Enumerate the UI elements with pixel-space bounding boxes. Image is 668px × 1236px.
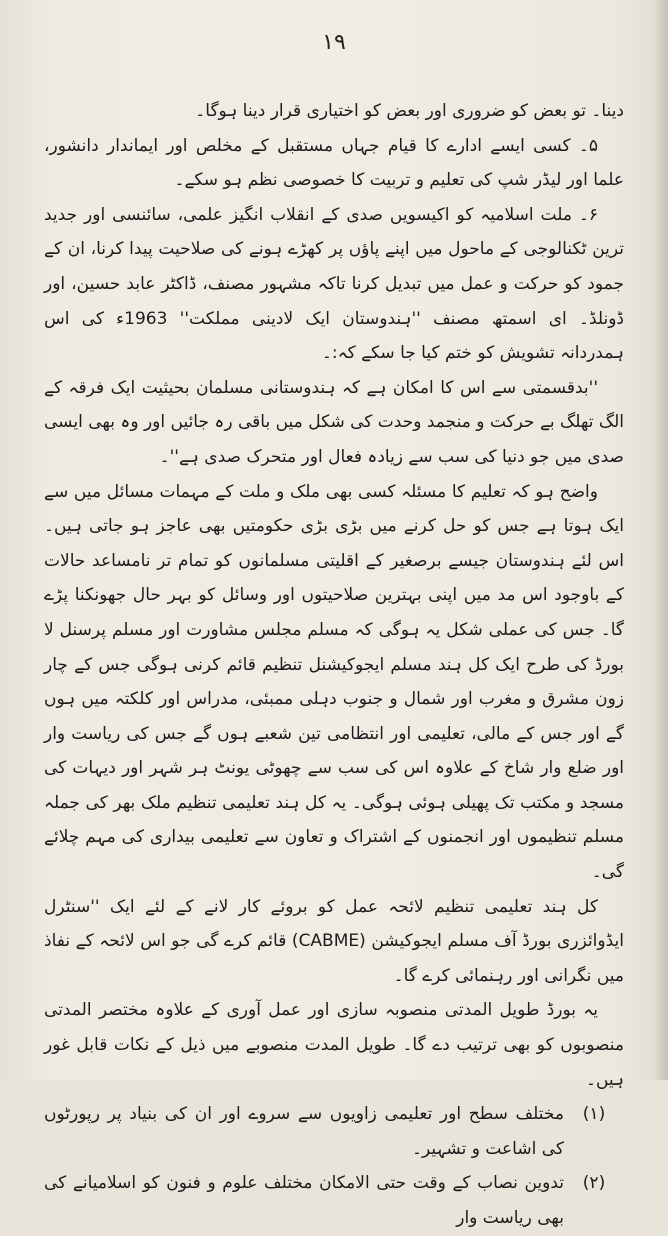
list-item [44, 1097, 624, 1166]
paragraph-quotation: ''بدقسمتی سے اس کا امکان ہے کہ ہندوستانی مسلمان بحیثیت ایک فرقہ کے الگ تھلگ بے حرکت و منجمد وحدت کی شکل میں باقی رہ جائیں اور وہ بھی ایسی صدی میں جو دنیا کی سب سے زیادہ فعال اور متحرک صدی ہے''۔ [44, 377, 624, 467]
page-edge-shadow [654, 0, 668, 1080]
list-item-number: (۲) [582, 1173, 606, 1194]
paragraph-continuation: دینا۔ تو بعض کو ضروری اور بعض کو اختیاری قرار دینا ہوگا۔ [195, 101, 624, 121]
paragraph-long-term-plan: یہ بورڈ طویل المدتی منصوبہ سازی اور عمل آوری کے علاوہ مختصر المدتی منصوبوں کو بھی ترتیب دے گا۔ طویل المدت منصوبے میں ذیل کے نکات قابل غور ہیں۔ [44, 1000, 624, 1090]
list-item-text: مختلف سطح اور تعلیمی زاویوں سے سروے اور ان کی بنیاد پر رپورٹوں کی اشاعت و تشہیر۔ [44, 1104, 564, 1159]
list-item [44, 1166, 624, 1235]
paragraph-point-6: ۶۔ ملت اسلامیہ کو اکیسویں صدی کے انقلاب انگیز علمی، سائنسی اور جدید ترین ٹکنالوجی کے ماحول میں اپنے پاؤں پر کھڑے ہونے کی صلاحیت پیدا کرنا، ان کے جمود کو حرکت و عمل میں تبدیل کرنا تاکہ مشہور مصنف، ڈاکٹر عابد حسین، اور ڈونلڈ۔ ای اسمتھ مصنف ''ہندوستان ایک لادینی مملکت'' 1963ء کی اس ہمدردانہ تشویش کو ختم کیا جا سکے کہ:۔ [44, 204, 625, 364]
page-body [44, 94, 624, 1236]
paragraph-education-organization: واضح ہو کہ تعلیم کا مسئلہ کسی بھی ملک و ملت کے مہمات مسائل میں سے ایک ہوتا ہے جس کو حل کرنے میں بڑی بڑی حکومتیں بھی عاجز ہو جاتی ہیں۔ اس لئے ہندوستان جیسے برصغیر کے اقلیتی مسلمانوں کو تمام تر نامساعد حالات کے باوجود اس مد میں اپنی بہترین صلاحیتوں اور وسائل کو بہر حال جھونکنا پڑے گا۔ جس کی عملی شکل یہ ہوگی کہ مسلم مجلس مشاورت اور مسلم پرسنل لا بورڈ کی طرح ایک کل ہند مسلم ایجوکیشنل تنظیم قائم کرنی ہوگی جس کے چار زون مشرق و مغرب اور شمال و جنوب دہلی ممبئی، مدراس اور کلکتہ میں ہوں گے اور جس کے مالی، تعلیمی اور انتظامی تین شعبے ہوں گے جس کی ریاست وار اور ضلع وار شاخ کے علاوہ اس کی سب سے چھوٹی یونٹ ہر شہر اور دیہات کی مسجد و مکتب تک پھیلی ہوئی ہوگی۔ یہ کل ہند تعلیمی تنظیم ملک بھر کی جملہ مسلم تنظیموں اور انجمنوں کے اشتراک و تعاون سے تعلیمی بیداری کی مہم چلائے گی۔ [44, 481, 624, 883]
paragraph-advisory-board: کل ہند تعلیمی تنظیم لائحہ عمل کو بروئے کار لانے کے لئے ایک ''سنٹرل ایڈوائزری بورڈ آف مسلم ایجوکیشن (CABME) قائم کرے گی جو اس لائحہ کے نفاذ میں نگرانی اور رہنمائی کرے گا۔ [44, 896, 624, 986]
list-item-number: (۱) [582, 1104, 606, 1125]
page-number: ۱۹ [322, 30, 346, 55]
list-item-text: تدوین نصاب کے وقت حتی الامکان مختلف علوم و فنون کو اسلامیانے کی بھی ریاست وار [44, 1173, 564, 1228]
paragraph-point-5: ۵۔ کسی ایسے ادارے کا قیام جہاں مستقبل کے مخلص اور ایماندار دانشور، علما اور لیڈر شپ کی تعلیم و تربیت کا خصوصی نظم ہو سکے۔ [44, 135, 624, 191]
